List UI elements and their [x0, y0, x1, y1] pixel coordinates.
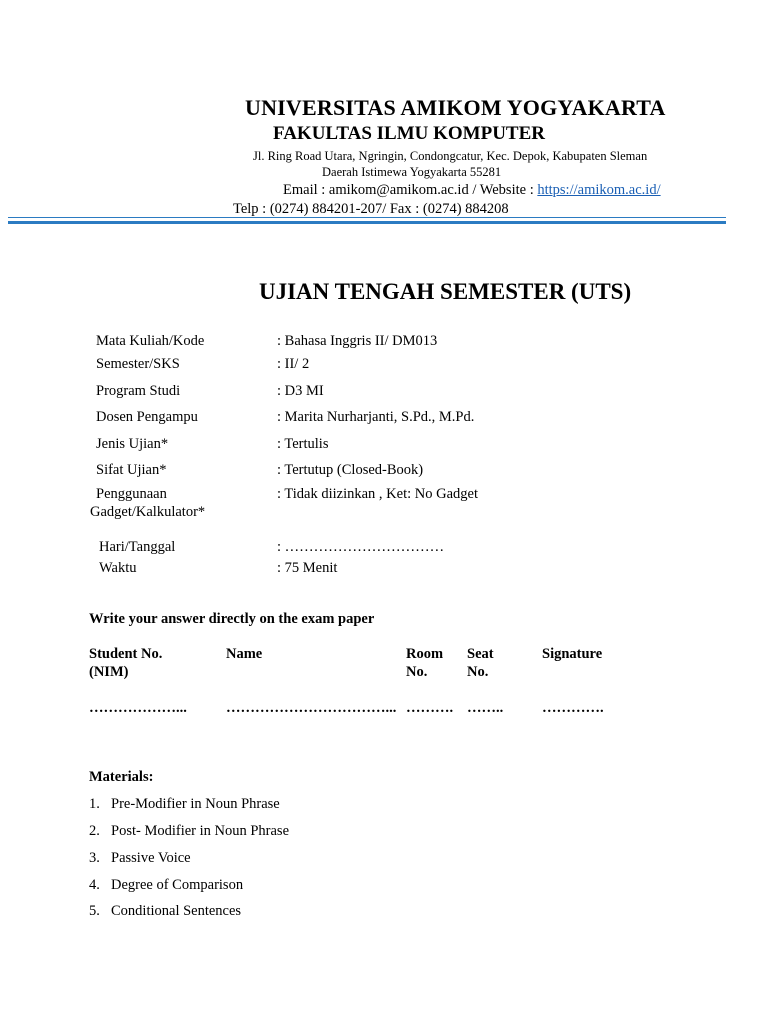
detail-value-date: : ……………………………: [277, 539, 445, 555]
exam-title: UJIAN TENGAH SEMESTER (UTS): [259, 279, 632, 304]
list-item: 4. Degree of Comparison: [89, 877, 244, 893]
column-header-room: Room No.: [406, 646, 444, 680]
blank-signature[interactable]: ………….: [542, 700, 604, 716]
answer-instruction: Write your answer directly on the exam paper: [89, 611, 375, 627]
materials-heading: Materials:: [89, 769, 154, 785]
detail-value-exam-type: : Tertulis: [277, 436, 329, 452]
list-item: 3. Passive Voice: [89, 850, 191, 866]
detail-label-exam-type: Jenis Ujian*: [96, 436, 169, 452]
address-line-2: Daerah Istimewa Yogyakarta 55281: [322, 165, 502, 179]
column-header-seat: Seat No.: [467, 646, 494, 680]
detail-value-lecturer: : Marita Nurharjanti, S.Pd., M.Pd.: [277, 409, 475, 425]
faculty-name: FAKULTAS ILMU KOMPUTER: [273, 123, 546, 144]
list-item: 5. Conditional Sentences: [89, 903, 242, 919]
detail-value-program: : D3 MI: [277, 383, 324, 399]
header-divider-thin: [8, 217, 726, 218]
list-item: 1. Pre-Modifier in Noun Phrase: [89, 796, 280, 812]
detail-label-gadget: Penggunaan: [96, 486, 167, 502]
detail-label-course: Mata Kuliah/Kode: [96, 333, 205, 349]
detail-label-program: Program Studi: [96, 383, 181, 399]
detail-value-course: : Bahasa Inggris II/ DM013: [277, 333, 438, 349]
detail-label-exam-nature: Sifat Ujian*: [96, 462, 167, 478]
blank-name[interactable]: ……………………………...: [226, 700, 397, 716]
column-header-student-no: Student No. (NIM): [89, 646, 163, 680]
column-header-name: Name: [226, 646, 263, 662]
website-link[interactable]: https://amikom.ac.id/: [537, 182, 661, 198]
column-header-signature: Signature: [542, 646, 603, 662]
university-name: UNIVERSITAS AMIKOM YOGYAKARTA: [245, 95, 666, 120]
detail-value-semester: : II/ 2: [277, 356, 310, 372]
detail-label-semester: Semester/SKS: [96, 356, 180, 372]
detail-label-gadget-line2: Gadget/Kalkulator*: [90, 504, 206, 520]
detail-label-lecturer: Dosen Pengampu: [96, 409, 198, 425]
detail-value-exam-nature: : Tertutup (Closed-Book): [277, 462, 424, 478]
list-item: 2. Post- Modifier in Noun Phrase: [89, 823, 290, 839]
detail-value-time: : 75 Menit: [277, 560, 338, 576]
contact-email-line: [283, 182, 661, 199]
blank-student-no[interactable]: ………………...: [89, 700, 187, 716]
address-line-1: Jl. Ring Road Utara, Ngringin, Condongcatur, Kec. Depok, Kabupaten Sleman: [253, 149, 648, 163]
blank-room-no[interactable]: ……….: [406, 700, 454, 716]
detail-value-gadget: : Tidak diizinkan , Ket: No Gadget: [277, 486, 478, 502]
blank-seat-no[interactable]: ……..: [467, 700, 504, 716]
contact-phone-line: Telp : (0274) 884201-207/ Fax : (0274) 884208: [233, 201, 509, 217]
email-text: Email : amikom@amikom.ac.id / Website :: [283, 182, 538, 198]
header-divider-thick: [8, 221, 726, 224]
detail-label-date: Hari/Tanggal: [99, 539, 176, 555]
detail-label-time: Waktu: [99, 560, 137, 576]
